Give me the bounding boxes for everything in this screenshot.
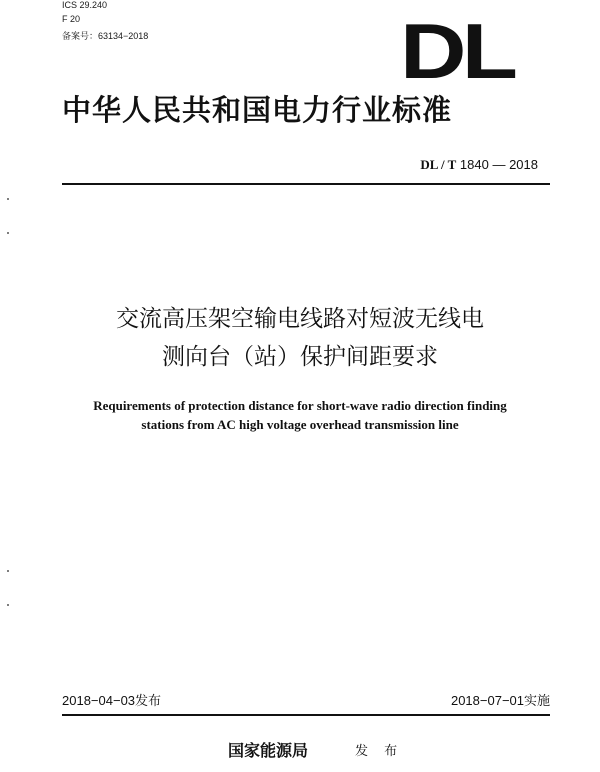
- title-en-line-2: stations from AC high voltage overhead transmission line: [141, 417, 459, 432]
- standard-number-value: 1840 — 2018: [459, 157, 538, 172]
- title-cn-line-2: 测向台（站）保护间距要求: [162, 344, 438, 370]
- dl-logo: DL: [400, 7, 514, 95]
- publisher-name: 国家能源局: [228, 741, 309, 760]
- scan-mark: [7, 604, 9, 606]
- effective-date: 2018−07−01实施: [450, 693, 550, 708]
- publish-label: 发 布: [355, 744, 404, 759]
- footer-divider: [62, 714, 550, 716]
- filing-number: 备案号：63134−2018: [62, 31, 149, 41]
- scan-mark: [7, 198, 9, 200]
- title-en-line-1: Requirements of protection distance for short-wave radio direction finding: [93, 398, 507, 413]
- scan-mark: [7, 232, 9, 234]
- issue-date: 2018−04−03发布: [62, 693, 162, 708]
- standard-number: [420, 157, 538, 173]
- ics-code: ICS 29.240: [62, 0, 108, 10]
- title-cn-line-1: 交流高压架空输电线路对短波无线电: [116, 306, 484, 332]
- standard-number-prefix: DL / T: [420, 157, 457, 172]
- scan-mark: [7, 570, 9, 572]
- classification-code: F 20: [62, 14, 81, 24]
- standard-body-title: 中华人民共和国电力行业标准: [62, 93, 453, 127]
- header-divider: [62, 183, 550, 185]
